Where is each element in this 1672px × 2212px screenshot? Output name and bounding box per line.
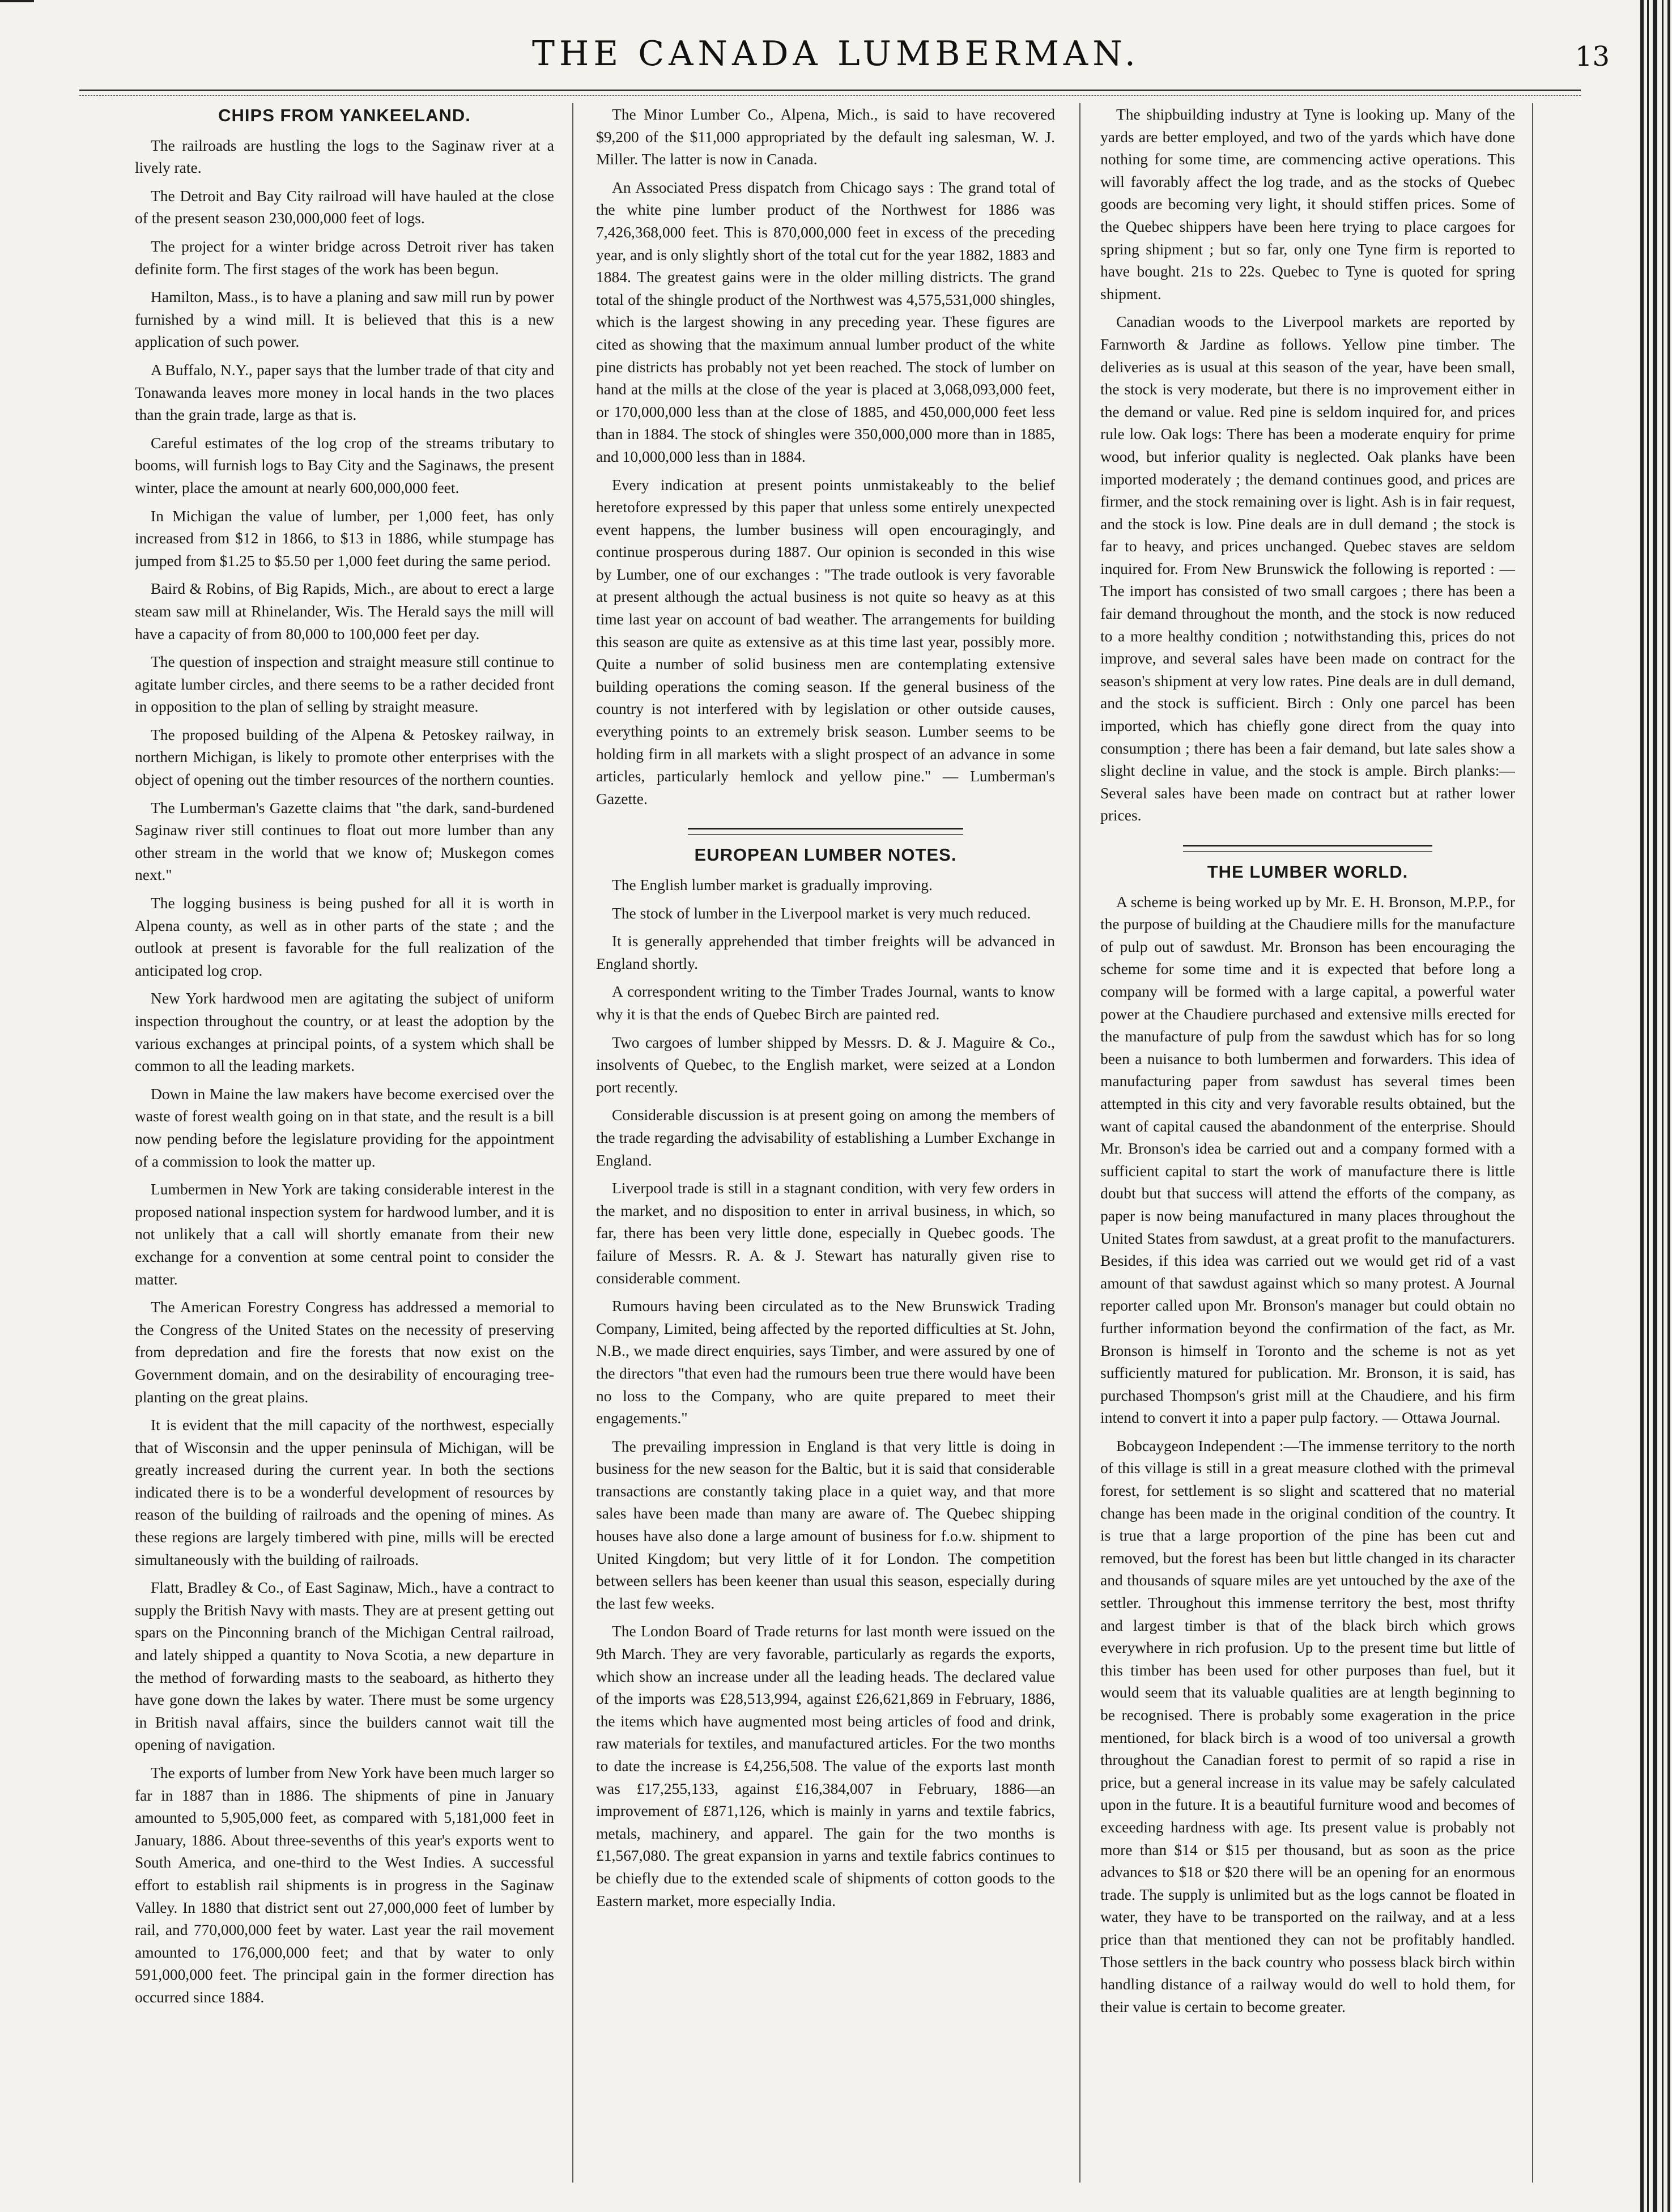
article-paragraph: The shipbuilding industry at Tyne is looking up. Many of the yards are better employed, and two of the yards which have done nothing for some time, are commencing active operations. This will favorably affect the log trade, and as the stocks of Quebec goods are becoming very light, it should stiffen prices. Some of the Quebec shippers have been here trying to place cargoes for spring shipment ; but so far, only one Tyne firm is reported to have bought. 21s to 22s. Quebec to Tyne is quoted for spring shipment. (1100, 105, 1515, 303)
article-paragraph: Baird & Robins, of Big Rapids, Mich., are about to erect a large steam saw mill at Rhinelander, Wis. The Herald says the mill will have a capacity of from 80,000 to 100,000 feet per day. (135, 580, 554, 643)
article-paragraph: The exports of lumber from New York have been much larger so far in 1887 than in 1886. The shipments of pine in January amounted to 5,905,000 feet, as compared with 5,181,000 feet in January, 1886. About three-sevenths of this year's exports went to South America, and one-third to the West Indies. A successful effort to establish rail shipments is in progress in the Saginaw Valley. In 1880 that district sent out 27,000,000 feet of lumber by rail, and 770,000,000 feet by water. Last year the rail movement amounted to 176,000,000 feet; and that by water to only 591,000,000 feet. The principal gain in the former direction has occurred since 1884. (135, 1764, 554, 2006)
article-paragraph: The Lumberman's Gazette claims that "the dark, sand-burdened Saginaw river still continues to float out more lumber than any other stream in the world that we know of; Muskegon comes next." (135, 798, 554, 884)
article-paragraph: The stock of lumber in the Liverpool market is very much reduced. (612, 904, 1031, 922)
article-paragraph: The American Forestry Congress has addressed a memorial to the Congress of the United States on the necessity of preserving from depredation and fire the forests that now exist on the Government domain, and on the desirability of encouraging tree-planting on the great plains. (135, 1298, 554, 1406)
article-paragraph: A scheme is being worked up by Mr. E. H. Bronson, M.P.P., for the purpose of building at the Chaudiere mills for the manufacture of pulp out of sawdust. Mr. Bronson has been encouraging the scheme for some time and it is expected that before long a company will be formed with a large capital, a powerful water power at the Chaudiere purchased and extensive mills erected for the manufacture of pulp from the sawdust which has for so long been a nuisance to both lumbermen and forwarders. This idea of manufacturing paper from sawdust has several times been attempted in this city and very favorable results obtained, but the want of capital caused the abandonment of the enterprise. Should Mr. Bronson's idea be carried out and a company formed with a sufficient capital to start the work of manufacture there is little doubt but that success will attend the efforts of the company, as paper is now being manufactured in many places throughout the United States from sawdust, at a great profit to the manufacturers. Besides, if this idea was carried out we would get rid of a vast amount of that sawdust against which so many protest. A Journal reporter called upon Mr. Bronson's manager but could obtain no further information beyond the confirmation of the fact, as Mr. Bronson is himself in Toronto and the scheme is not as yet sufficiently matured for publication. Mr. Bronson, it is said, has purchased Thompson's grist mill at the Chaudiere, and his firm intend to convert it into a paper pulp factory. — Ottawa Journal. (1100, 892, 1515, 1427)
article-paragraph: A correspondent writing to the Timber Trades Journal, wants to know why it is that the ends of Quebec Birch are painted red. (596, 982, 1055, 1023)
article-paragraph: It is generally apprehended that timber freights will be advanced in England shortly. (596, 932, 1055, 972)
section-divider (1183, 845, 1432, 852)
article-paragraph: The London Board of Trade returns for last month were issued on the 9th March. They are very favorable, particularly as regards the exports, which show an increase under all the leading heads. The declared value of the imports was £28,513,994, against £26,621,869 in February, 1886, the items which have augmented most being articles of food and drink, raw materials for textiles, and manufactured articles. For the two months to date the increase is £4,256,508. The value of the exports last month was £17,255,133, against £16,384,007 in February, 1886—an improvement of £871,126, which is mainly in yarns and textile fabrics, metals, machinery, and apparel. The gain for the two months is £1,567,080. The great expansion in yarns and textile fabrics continues to be chiefly due to the extended scale of shipments of cotton goods to the Eastern market, more especially India. (596, 1622, 1055, 1909)
article-paragraph: Considerable discussion is at present going on among the members of the trade regarding the advisability of establishing a Lumber Exchange in England. (596, 1106, 1055, 1169)
article-paragraph: Lumbermen in New York are taking considerable interest in the proposed national inspection system for hardwood lumber, and it is not unlikely that a call will shortly emanate from their new exchange for a convention at some central point to consider the matter. (135, 1180, 554, 1288)
article-paragraph: Canadian woods to the Liverpool markets are reported by Farnworth & Jardine as follows. Yellow pine timber. The deliveries as is usual at this season of the year, have been small, the stock is very moderate, but there is no improvement either in the demand or value. Red pine is seldom inquired for, and prices rule low. Oak logs: There has been a moderate enquiry for prime wood, but inferior quality is neglected. Oak planks have been imported moderately ; the demand continues good, and prices are firmer, and the stock remaining over is light. Ash is in fair request, and the stock is low. Pine deals are in dull demand ; the stock is far to heavy, and prices unchanged. Quebec staves are seldom inquired for. From New Brunswick the following is reported : — The import has consisted of two small cargoes ; there has been a fair demand throughout the month, and the stock is now reduced to a more healthy condition ; notwithstanding this, prices do not improve, and several sales have been made on contract for the season's shipment at very low rates. Pine deals are in dull demand, and the stock is sufficient. Birch : Only one parcel has been imported, which has chiefly gone direct from the quay into consumption ; there has been a fair demand, but late sales show a slight decline in value, and the stock is ample. Birch planks:— Several sales have been made on contract but at rather lower prices. (1100, 313, 1515, 824)
article-paragraph: Bobcaygeon Independent :—The immense territory to the north of this village is still in a great measure clothed with the primeval forest, for settlement is so slight and scattered that no material change has been made in the original condition of the country. It is true that a large proportion of the pine has been cut and removed, but the forest has been but little changed in its character and thousands of square miles are yet untouched by the axe of the settler. Throughout this immense territory the best, most thrifty and largest timber is that of the black birch which grows everywhere in rich profusion. Up to the present time but little of this timber has been used for other purposes than fuel, but it would seem that its valuable qualities are at length beginning to be recognised. There is probably some exageration in the price mentioned, for black birch is a wood of too universal a growth throughout the Canadian forest to permit of so rapid a rise in price, but a general increase in its value may be safely calculated upon in the future. It is a beautiful furniture wood and becomes of exceeding hardness with age. Its present value is probably not more than $14 or $15 per thousand, but as soon as the price advances to $18 or $20 there will be an opening for an enormous trade. The supply is unlimited but as the logs cannot be floated in water, they have to be transported on the railway, and at a less price than that mentioned they can not be profitably handled. Those settlers in the back country who possess black birch within handling distance of a railway would do well to hold them, for their value is certain to become greater. (1100, 1436, 1515, 2015)
column-divider (1079, 103, 1080, 2183)
column-1 (135, 103, 554, 2194)
article-paragraph: The English lumber market is gradually improving. (612, 876, 933, 894)
article-paragraph: The prevailing impression in England is that very little is doing in business for the new season for the Baltic, but it is said that considerable transactions are constantly taking place in a quiet way, and that more sales have been made than many are aware of. The Quebec shipping houses have also done a large amount of business for f.o.w. shipment to United Kingdom; but very little of it for London. The competition between sellers has been keener than usual this season, especially during the last few weeks. (596, 1437, 1055, 1612)
column-divider (1532, 103, 1533, 2183)
masthead-rule (79, 90, 1581, 91)
article-paragraph: An Associated Press dispatch from Chicago says : The grand total of the white pine lumber product of the Northwest for 1886 was 7,426,368,000 feet. This is 870,000,000 feet in excess of the preceding year, and is only slightly short of the total cut for the year 1882, 1883 and 1884. The greatest gains were in the older milling districts. The grand total of the shingle product of the Northwest was 4,575,531,000 shingles, which is the largest showing in any preceding year. These figures are cited as showing that the maximum annual lumber product of the white pine districts has probably not yet been reached. The stock of lumber on hand at the mills at the close of the year is placed at 3,068,093,000 feet, or 170,000,000 less than at the close of 1885, and 450,000,000 feet less than in 1884. The stock of shingles were 350,000,000 more than in 1885, and 10,000,000 less than in 1884. (596, 178, 1055, 465)
article-paragraph: In Michigan the value of lumber, per 1,000 feet, has only increased from $12 in 1866, to $13 in 1886, while stumpage has jumped from $1.25 to $5.50 per 1,000 feet during the same period. (135, 507, 554, 569)
masthead-rule-dashed (79, 95, 1581, 96)
article-paragraph: New York hardwood men are agitating the subject of uniform inspection throughout the country, or at least the adoption by the various exchanges at principal points, of a system which shall be common to all the leading markets. (135, 989, 554, 1075)
article-paragraph: It is evident that the mill capacity of the northwest, especially that of Wisconsin and the upper peninsula of Michigan, will be greatly increased during the current year. In both the sections indicated there is to be a wonderful development of resources by reason of the building of railroads and the opening of mines. As these regions are largely timbered with pine, mills will be erected simultaneously with the building of railroads. (135, 1416, 554, 1568)
section-heading: THE LUMBER WORLD. (1207, 862, 1409, 882)
article-paragraph: The Minor Lumber Co., Alpena, Mich., is said to have recovered $9,200 of the $11,000 appropriated by the default ing salesman, W. J. Miller. The latter is now in Canada. (596, 105, 1055, 168)
article-paragraph: Rumours having been circulated as to the New Brunswick Trading Company, Limited, being affected by the reported difficulties at St. John, N.B., we made direct enquiries, says Timber, and were assured by one of the directors "that even had the rumours been true there would have been no loss to the Company, who are quite prepared to meet their engagements." (596, 1297, 1055, 1427)
article-paragraph: Liverpool trade is still in a stagnant condition, with very few orders in the market, and no disposition to enter in arrival business, in which, so far, there has been very little done, especially in Quebec goods. The failure of Messrs. R. A. & J. Stewart has naturally given rise to considerable comment. (596, 1179, 1055, 1287)
article-paragraph: Every indication at present points unmistakeably to the belief heretofore expressed by this paper that unless some entirely unexpected event happens, the lumber business will open encouragingly, and continue prosperous during 1887. Our opinion is seconded in this wise by Lumber, one of our exchanges : "The trade outlook is very favorable at present although the actual business is not quite so heavy as at this time last year on account of bad weather. The arrangements for building this season are quite as extensive as at this time last year, possibly more. Quite a number of solid business men are contemplating extensive building operations the coming season. If the general business of the country is not interfered with by legislation or other outside causes, everything points to an extremely brisk season. Lumber seems to be holding firm in all markets with a slight prospect of an advance in some articles, particularly hemlock and yellow pine." — Lumberman's Gazette. (596, 475, 1055, 807)
article-paragraph: Down in Maine the law makers have become exercised over the waste of forest wealth going on in that state, and the result is a bill now pending before the legislature providing for the appointment of a commission to look the matter up. (135, 1084, 554, 1170)
section-heading: CHIPS FROM YANKEELAND. (218, 105, 471, 125)
masthead-title: THE CANADA LUMBERMAN. (532, 34, 1140, 74)
article-paragraph: The railroads are hustling the logs to the Saginaw river at a lively rate. (135, 136, 554, 177)
section-heading: EUROPEAN LUMBER NOTES. (694, 845, 957, 865)
section-divider (688, 828, 963, 835)
article-paragraph: The Detroit and Bay City railroad will have hauled at the close of the present season 230,000,000 feet of logs. (135, 186, 554, 227)
article-paragraph: Two cargoes of lumber shipped by Messrs. D. & J. Maguire & Co., insolvents of Quebec, to the English market, were seized at a London port recently. (596, 1033, 1055, 1096)
article-paragraph: Careful estimates of the log crop of the streams tributary to booms, will furnish logs to Bay City and the Saginaws, the present winter, place the amount at nearly 600,000,000 feet. (135, 433, 554, 496)
article-paragraph: Flatt, Bradley & Co., of East Saginaw, Mich., have a contract to supply the British Navy with masts. They are at present getting out spars on the Pinconning branch of the Michigan Central railroad, and lately shipped a quantity to Nova Scotia, a new departure in the method of forwarding masts to the seaboard, as hitherto they have gone down the lakes by water. There must be some urgency in British naval affairs, since the builders cannot wait till the opening of navigation. (135, 1579, 554, 1754)
page-number: 13 (1575, 41, 1610, 73)
column-3 (1100, 103, 1515, 2194)
binding-edge (1638, 0, 1672, 2212)
article-paragraph: The question of inspection and straight measure still continue to agitate lumber circles, and there seems to be a rather decided front in opposition to the plan of selling by straight measure. (135, 653, 554, 716)
article-paragraph: A Buffalo, N.Y., paper says that the lumber trade of that city and Tonawanda leaves more money in local hands in the two places than the grain trade, large as that is. (135, 360, 554, 424)
article-paragraph: Hamilton, Mass., is to have a planing and saw mill run by power furnished by a wind mill. It is believed that this is a new application of such power. (135, 288, 554, 351)
article-paragraph: The proposed building of the Alpena & Petoskey railway, in northern Michigan, is likely to promote other enterprises with the object of opening out the timber resources of the northern counties. (135, 725, 554, 789)
article-paragraph: The logging business is being pushed for all it is worth in Alpena county, as well as in other parts of the state ; and the outlook at present is favorable for the full realization of the anticipated log crop. (135, 894, 554, 979)
article-paragraph: The project for a winter bridge across Detroit river has taken definite form. The first stages of the work has been begun. (135, 237, 554, 278)
column-2 (596, 103, 1055, 2194)
column-divider (572, 103, 573, 2183)
corner-rule (0, 0, 34, 2)
